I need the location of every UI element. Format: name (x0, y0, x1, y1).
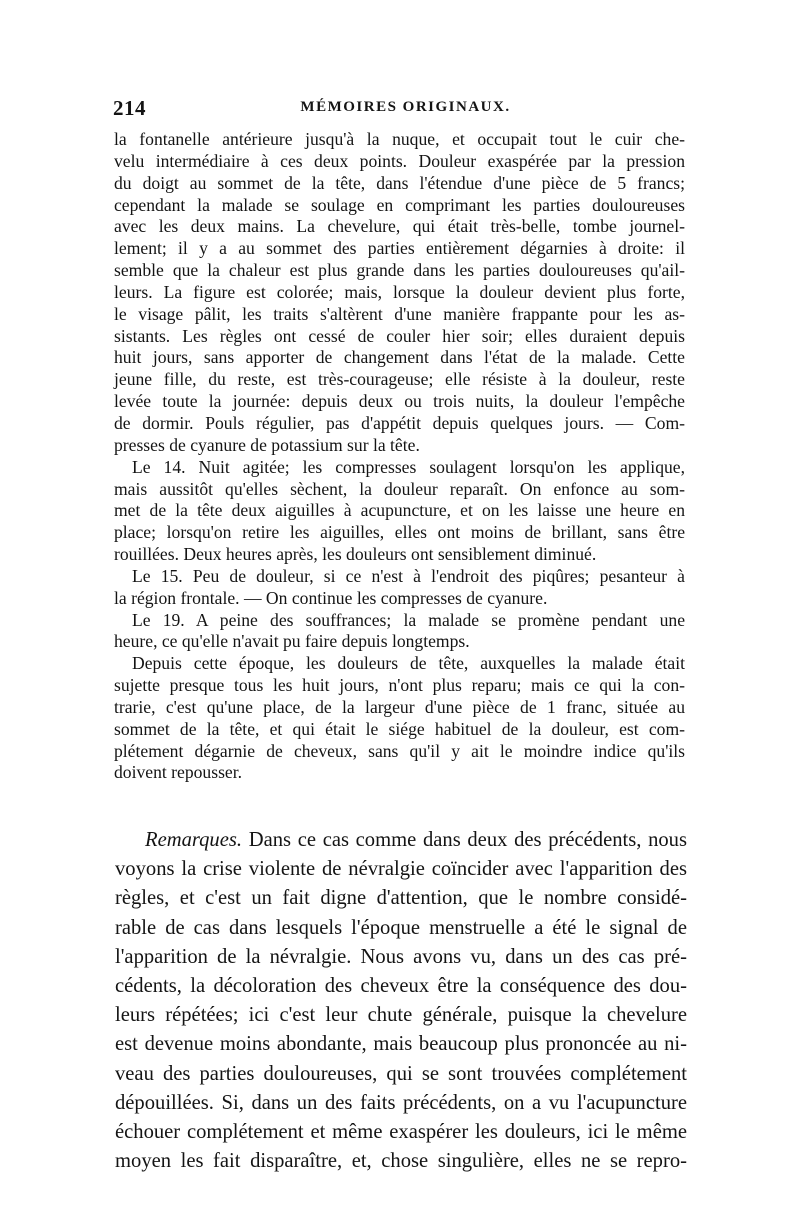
remarks-paragraph (115, 826, 687, 1176)
text-line: Le 19. A peine des souffrances; la malade se promène pendant une (132, 609, 685, 630)
text-line: avec les deux mains. La chevelure, qui était très-belle, tombe journel- (114, 216, 685, 237)
text-line: jeune fille, du reste, est très-courageuse; elle résiste à la douleur, reste (114, 369, 685, 390)
text-line: sistants. Les règles ont cessé de couler hier soir; elles duraient depuis (114, 325, 685, 346)
text-line: dépouillées. Si, dans un des faits précédents, on a vu l'acupuncture (115, 1091, 687, 1114)
page-header (113, 96, 698, 122)
text-line: Le 14. Nuit agitée; les compresses soulagent lorsqu'on les applique, (132, 456, 685, 477)
text-line: leurs répétées; ici c'est leur chute générale, puisque la chevelure (115, 1004, 687, 1027)
text-line: heure, ce qu'elle n'avait pu faire depuis longtemps. (114, 631, 470, 652)
text-line: est devenue moins abondante, mais beaucoup plus prononcée au ni- (115, 1033, 687, 1056)
text-line: règles, et c'est un fait digne d'attention, que le nombre considé- (115, 887, 687, 910)
page-number: 214 (113, 96, 146, 120)
text-line: huit jours, sans apporter de changement dans l'état de la malade. Cette (114, 347, 685, 368)
text-line: de dormir. Pouls régulier, pas d'appétit depuis quelques jours. — Com- (114, 412, 685, 433)
text-line: du doigt au sommet de la tête, dans l'étendue d'une pièce de 5 francs; (114, 172, 685, 193)
text-line: rouillées. Deux heures après, les douleurs ont sensiblement diminué. (114, 544, 597, 565)
remarks-label: Remarques. (145, 829, 243, 851)
text-line: échouer complétement et même exaspérer les douleurs, ici le même (115, 1120, 687, 1143)
text-line: cédents, la décoloration des cheveux être la conséquence des dou- (115, 974, 687, 997)
case-report-text (114, 129, 685, 784)
text-line: Depuis cette époque, les douleurs de tête, auxquelles la malade était (132, 653, 685, 674)
text-line: met de la tête deux aiguilles à acupuncture, et on les laisse une heure en (114, 500, 685, 521)
text-line (115, 826, 687, 855)
text-line: rable de cas dans lesquels l'époque menstruelle a été le signal de (115, 916, 687, 939)
text-line: semble que la chaleur est plus grande dans les parties douloureuses qu'ail- (114, 260, 685, 281)
text-line: la région frontale. — On continue les compresses de cyanure. (114, 587, 548, 608)
text-line: le visage pâlit, les traits s'altèrent d'une manière frappante pour les as- (114, 303, 685, 324)
text-line: moyen les fait disparaître, et, chose singulière, elles ne se repro- (115, 1150, 687, 1173)
text-line: sujette presque tous les huit jours, n'ont plus reparu; mais ce qui la con- (114, 675, 685, 696)
text-line: velu intermédiaire à ces deux points. Douleur exaspérée par la pression (114, 150, 685, 171)
text-line: sommet de la tête, et qui était le siége habituel de la douleur, est com- (114, 718, 685, 739)
text-line: presses de cyanure de potassium sur la tête. (114, 434, 420, 455)
text-line: veau des parties douloureuses, qui se sont trouvées complétement (115, 1062, 687, 1085)
text-line: plétement dégarnie de cheveux, sans qu'il y ait le moindre indice qu'ils (114, 740, 685, 761)
remarks-first-line: Dans ce cas comme dans deux des précédents, nous (248, 829, 687, 851)
text-line: la fontanelle antérieure jusqu'à la nuque, et occupait tout le cuir che- (114, 129, 685, 149)
text-line: trarie, c'est qu'une place, de la largeur d'une pièce de 1 franc, située au (114, 696, 685, 717)
text-line: voyons la crise violente de névralgie coïncider avec l'apparition des (115, 858, 687, 881)
text-line: lement; il y a au sommet des parties entièrement dégarnies à droite: il (114, 238, 685, 259)
text-line: leurs. La figure est colorée; mais, lorsque la douleur devient plus forte, (114, 281, 685, 302)
text-line: levée toute la journée: depuis deux ou trois nuits, la douleur l'empêche (114, 391, 685, 412)
text-line: place; lorsqu'on retire les aiguilles, elles ont moins de brillant, sans être (114, 522, 685, 543)
running-head: MÉMOIRES ORIGINAUX. (300, 99, 511, 115)
text-line: Le 15. Peu de douleur, si ce n'est à l'endroit des piqûres; pesanteur à (132, 565, 685, 586)
text-line: cependant la malade se soulage en comprimant les parties douloureuses (114, 194, 685, 215)
text-line: doivent repousser. (114, 762, 243, 783)
text-line: mais aussitôt qu'elles sèchent, la douleur reparaît. On enfonce au som- (114, 478, 685, 499)
text-line: l'apparition de la névralgie. Nous avons vu, dans un des cas pré- (115, 945, 687, 968)
